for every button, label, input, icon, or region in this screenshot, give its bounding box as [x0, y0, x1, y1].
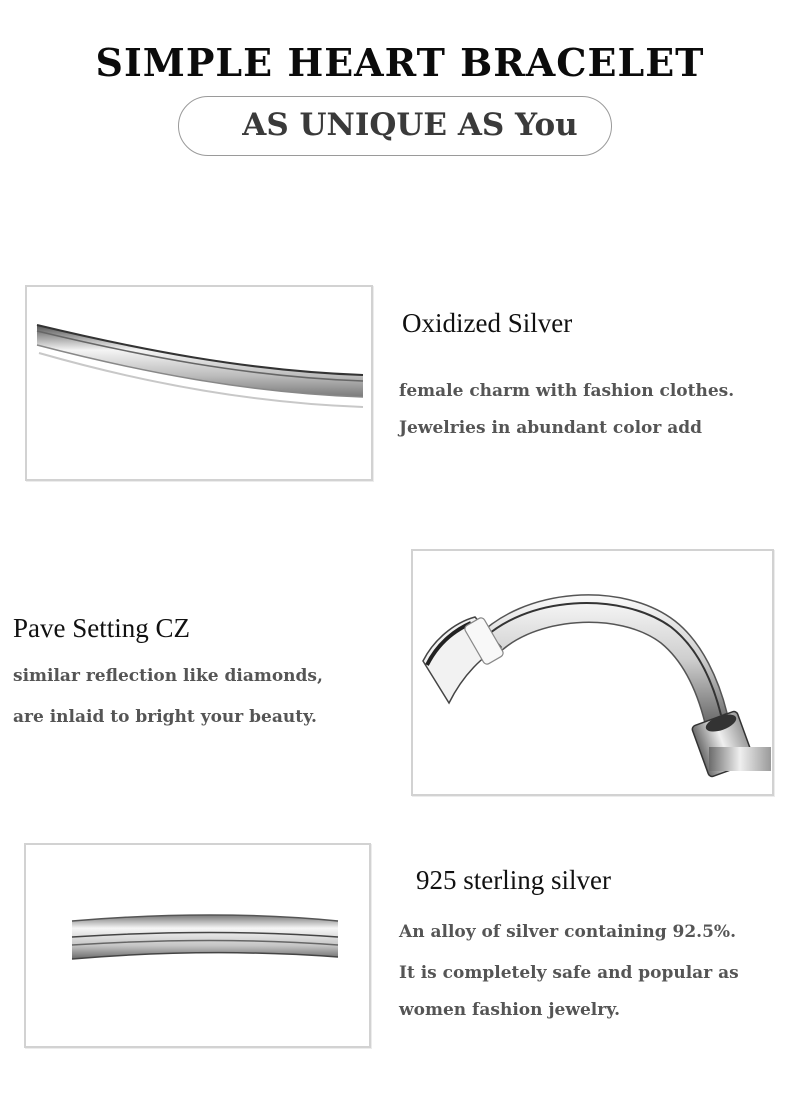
section-desc-line: It is completely safe and popular as	[399, 963, 739, 983]
bracelet-bar-image	[26, 845, 369, 1046]
section-heading-oxidized-silver: Oxidized Silver	[402, 308, 573, 338]
section-desc-line: Jewelries in abundant color add	[399, 418, 703, 438]
page-title: SIMPLE HEART BRACELET	[95, 40, 705, 85]
section-desc-line: are inlaid to bright your beauty.	[13, 707, 317, 727]
bracelet-clasp-image	[413, 551, 772, 794]
section-desc-line: similar reflection like diamonds,	[13, 666, 323, 686]
product-image-pave-setting	[411, 549, 774, 796]
product-image-oxidized-silver	[25, 285, 373, 481]
section-heading-sterling-silver: 925 sterling silver	[416, 865, 611, 895]
section-desc-line: women fashion jewelry.	[399, 1000, 621, 1020]
section-heading-pave-setting: Pave Setting CZ	[13, 613, 190, 643]
bracelet-curve-image	[27, 287, 371, 479]
section-desc-line: female charm with fashion clothes.	[399, 381, 735, 401]
product-image-sterling-silver	[24, 843, 371, 1048]
tagline-text: AS UNIQUE AS You	[242, 107, 578, 143]
section-desc-line: An alloy of silver containing 92.5%.	[399, 922, 736, 942]
